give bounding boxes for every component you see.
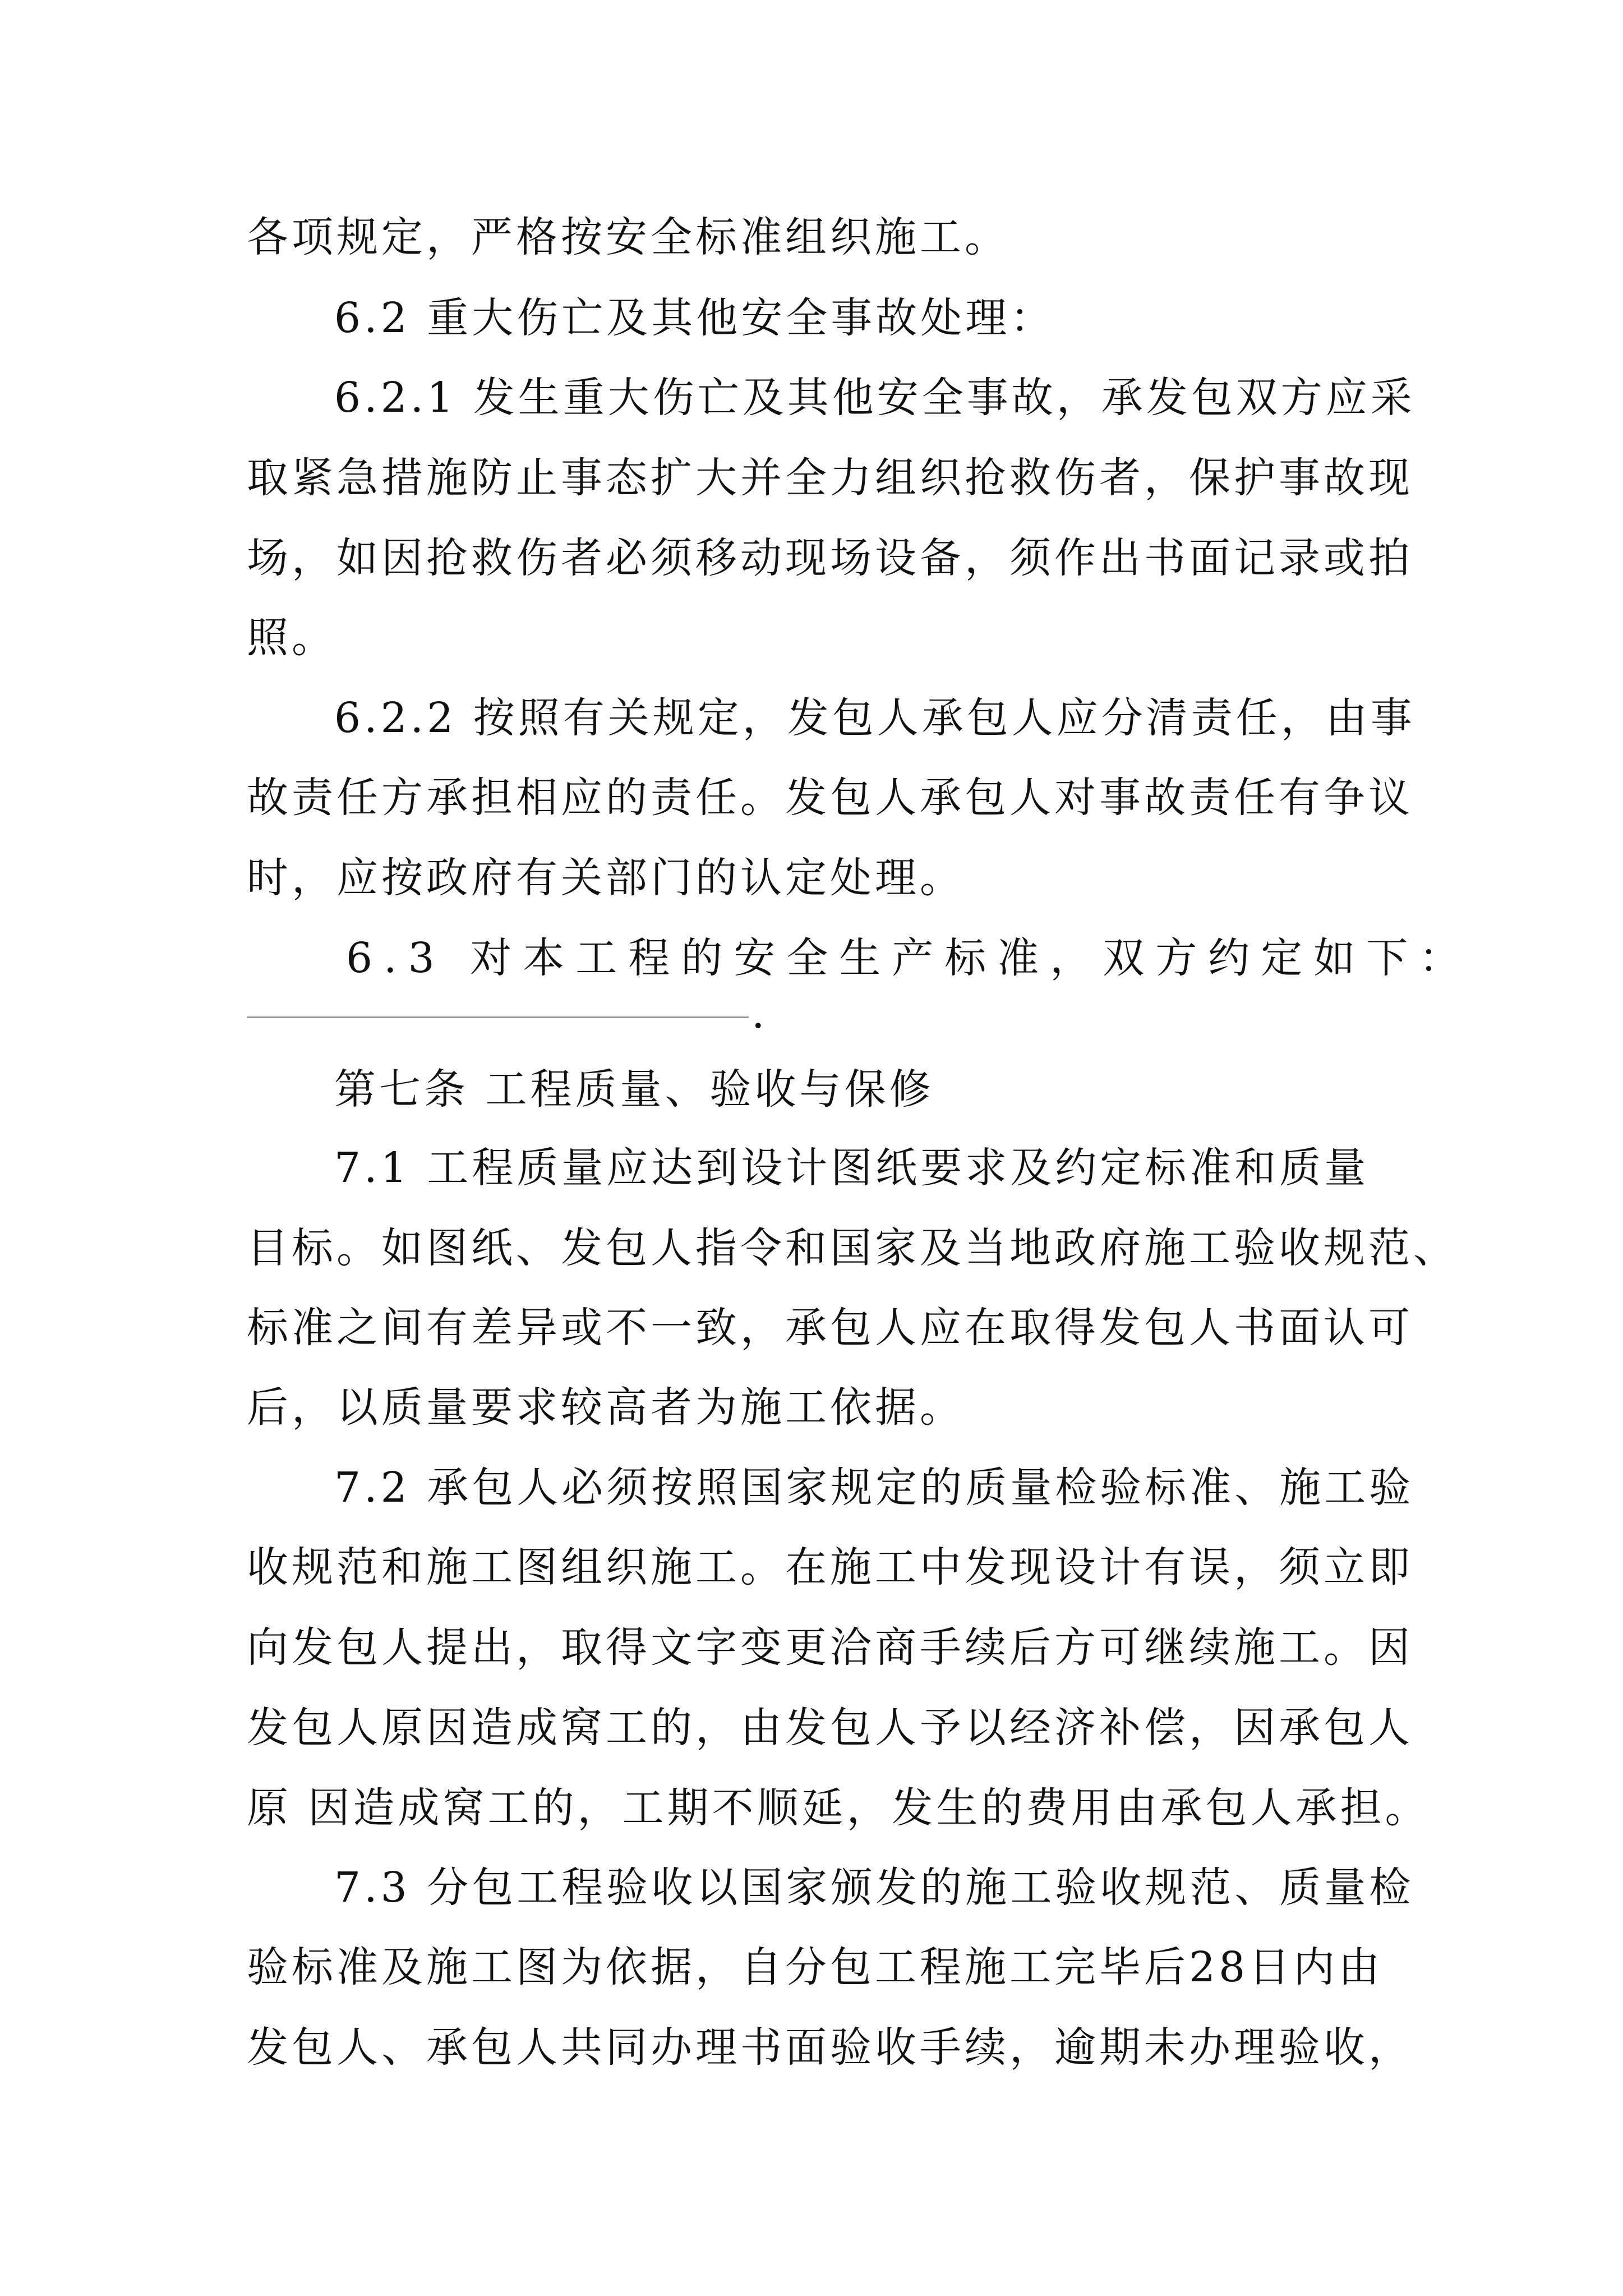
- text-line: 原 因造成窝工的，工期不顺延，发生的费用由承包人承担。: [247, 1784, 1430, 1832]
- text-line: 故责任方承担相应的责任。发包人承包人对事故责任有争议: [247, 774, 1413, 822]
- fill-in-blank: [247, 1016, 749, 1018]
- text-line: 发包人、承包人共同办理书面验收手续，逾期未办理验收，: [247, 2023, 1413, 2072]
- text-line: 6.3 对本工程的安全生产标准，双方约定如下：: [346, 934, 1472, 982]
- text-line: 7.3 分包工程验收以国家颁发的施工验收规范、质量检: [334, 1864, 1414, 1912]
- text-line: 发包人原因造成窝工的，由发包人予以经济补偿，因承包人: [247, 1704, 1413, 1752]
- article-heading: 第七条 工程质量、验收与保修: [334, 1065, 934, 1114]
- text-line: 标准之间有差异或不一致，承包人应在取得发包人书面认可: [247, 1304, 1413, 1352]
- text-line: 验标准及施工图为依据，自分包工程施工完毕后28日内由: [247, 1943, 1384, 1991]
- text-line: 收规范和施工图组织施工。在施工中发现设计有误，须立即: [247, 1543, 1413, 1591]
- text-line: 照。: [247, 614, 336, 662]
- text-line: 6.2.1 发生重大伤亡及其他安全事故，承发包双方应采: [334, 374, 1415, 422]
- blank-period: .: [751, 990, 765, 1038]
- text-line: 时，应按政府有关部门的认定处理。: [247, 854, 965, 902]
- text-line: 场，如因抢救伤者必须移动现场设备，须作出书面记录或拍: [247, 534, 1413, 582]
- text-line: 7.2 承包人必须按照国家规定的质量检验标准、施工验: [334, 1464, 1414, 1512]
- text-line: 6.2.2 按照有关规定，发包人承包人应分清责任，由事: [334, 694, 1415, 742]
- text-line: 目标。如图纸、发包人指令和国家及当地政府施工验收规范、: [247, 1224, 1458, 1272]
- text-line: 各项规定，严格按安全标准组织施工。: [247, 213, 1009, 261]
- text-line: 取紧急措施防止事态扩大并全力组织抢救伤者，保护事故现: [247, 454, 1413, 502]
- text-line: 向发包人提出，取得文字变更洽商手续后方可继续施工。因: [247, 1623, 1413, 1672]
- text-line: 后，以质量要求较高者为施工依据。: [247, 1383, 965, 1432]
- section-heading: 6.2 重大伤亡及其他安全事故处理：: [334, 294, 1055, 342]
- text-line: 7.1 工程质量应达到设计图纸要求及约定标准和质量: [334, 1144, 1370, 1192]
